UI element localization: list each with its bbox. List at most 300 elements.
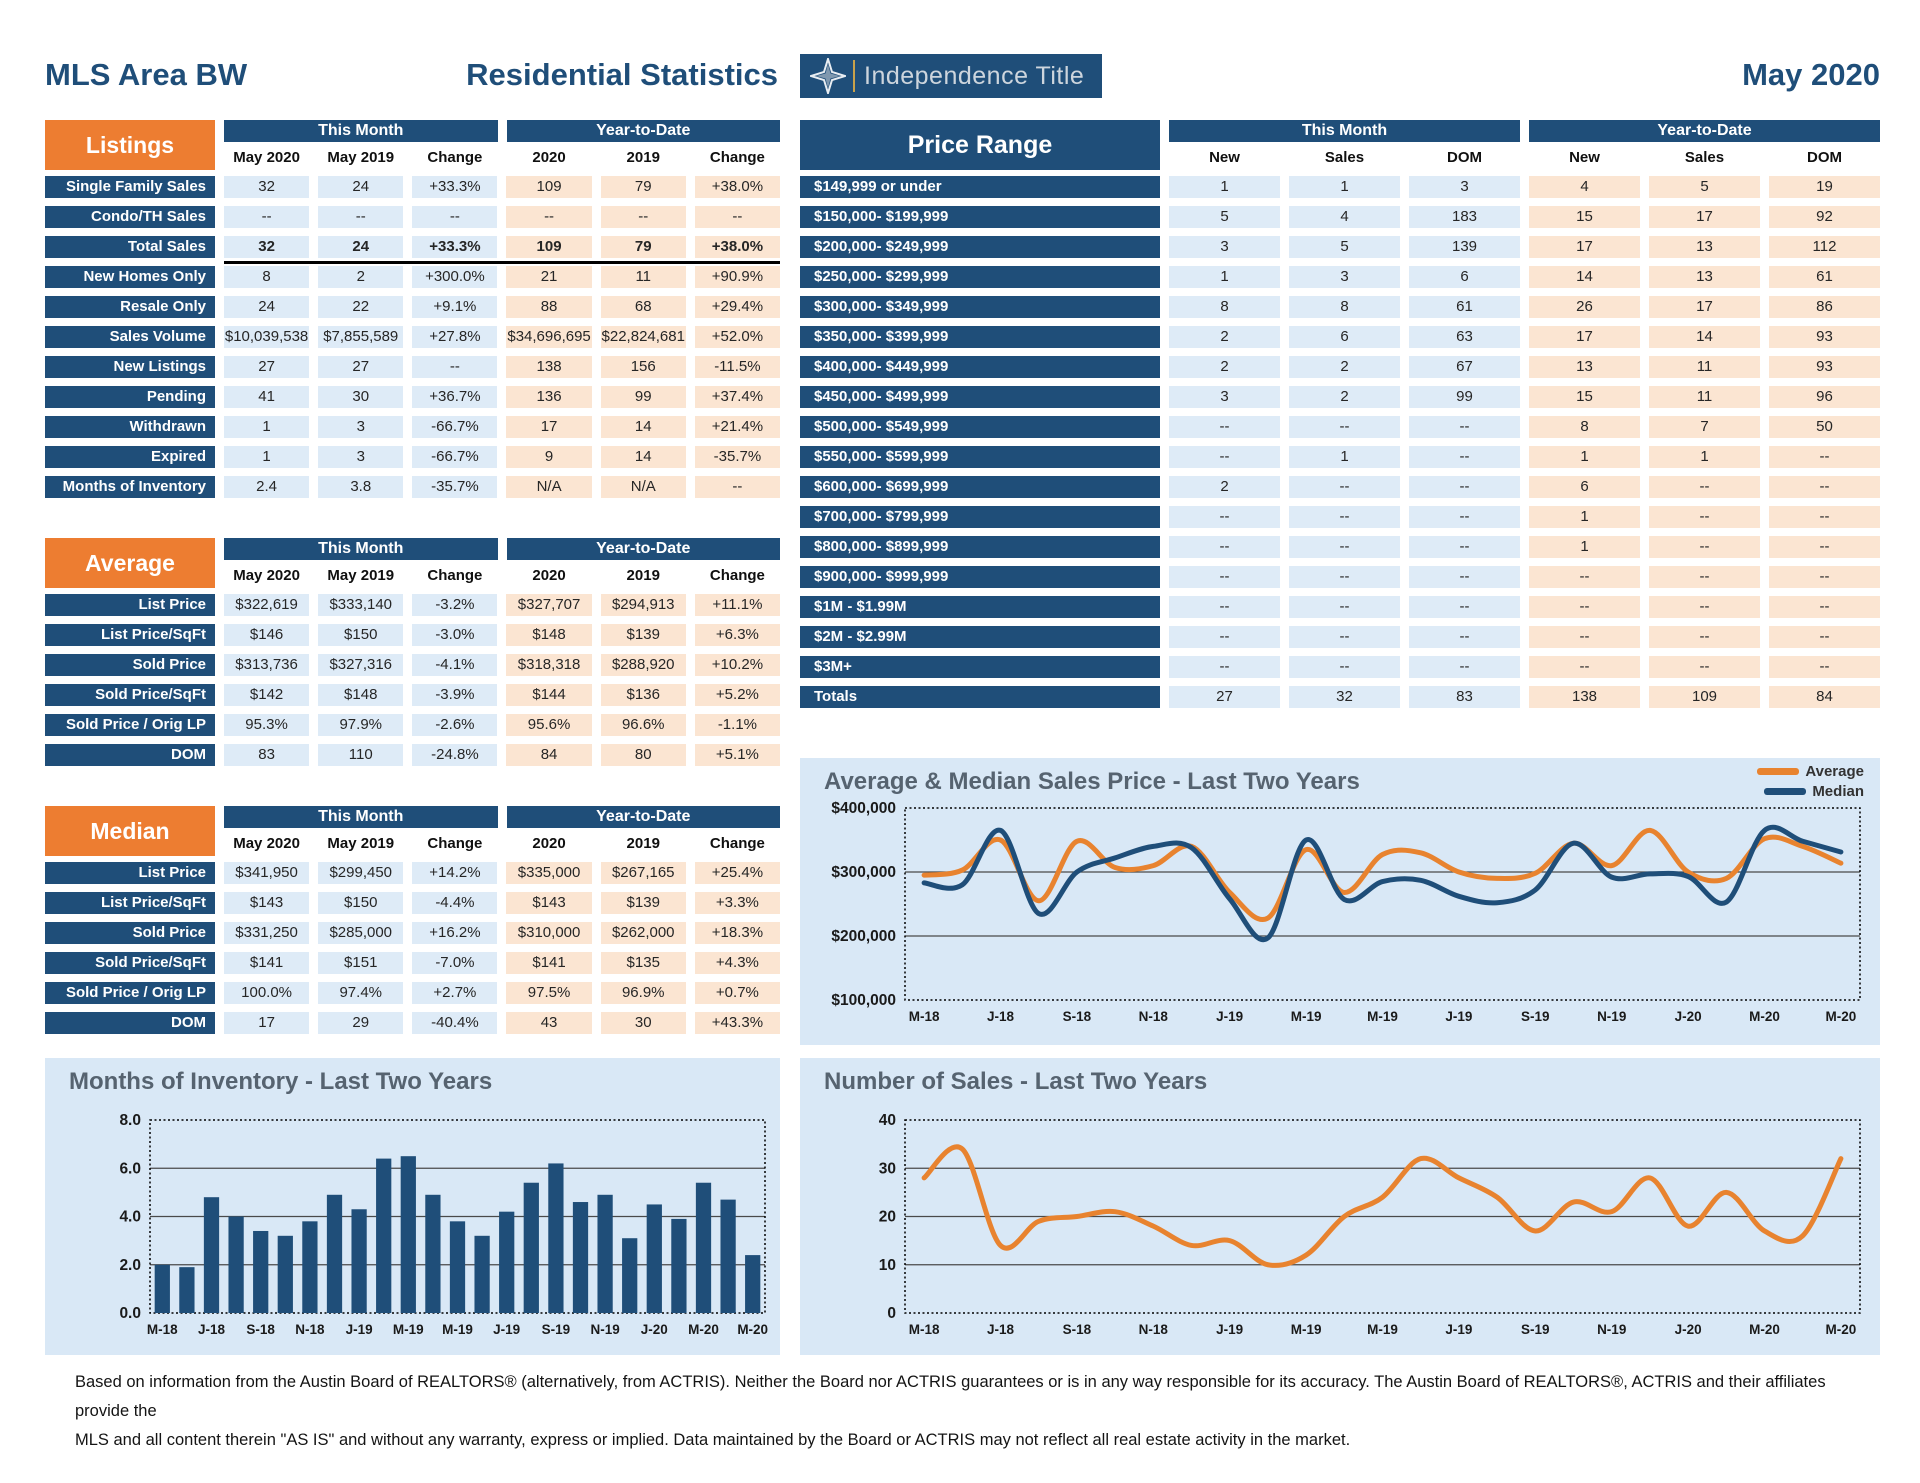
- disclaimer-line2: MLS and all content therein "AS IS" and without any warranty, express or implied. Data maintained by the Board or ACTRIS may not reflect all real estate activity in the market.: [75, 1431, 1351, 1449]
- cell: 17: [1649, 206, 1760, 228]
- cell: +38.0%: [695, 176, 780, 198]
- cell: 7: [1649, 416, 1760, 438]
- svg-text:M-19: M-19: [1367, 1009, 1398, 1024]
- cell: -66.7%: [412, 416, 497, 438]
- cell: N/A: [506, 476, 591, 498]
- cell: +33.3%: [412, 236, 497, 258]
- svg-text:$100,000: $100,000: [831, 992, 896, 1009]
- cell: 2: [1169, 356, 1280, 378]
- cell: 13: [1649, 266, 1760, 288]
- cell: 17: [506, 416, 591, 438]
- svg-text:J-20: J-20: [1674, 1322, 1702, 1337]
- cell: 26: [1529, 296, 1640, 318]
- cell: 2: [1169, 326, 1280, 348]
- disclaimer: [75, 1368, 1865, 1455]
- column-label: Change: [427, 835, 483, 852]
- cell: 68: [601, 296, 686, 318]
- column-label: 2020: [532, 149, 566, 166]
- independence-title-logo: [800, 54, 1102, 98]
- logo-text: Independence Title: [864, 61, 1085, 90]
- cell: 1: [1529, 506, 1640, 528]
- cell: 2.4: [224, 476, 309, 498]
- cell: 1: [1289, 446, 1400, 468]
- cell: 84: [1769, 686, 1880, 708]
- listings-section-label: Listings: [45, 120, 215, 170]
- column-group-label: This Month: [224, 806, 498, 828]
- column-label: May 2019: [327, 835, 395, 852]
- cell: -40.4%: [412, 1012, 497, 1034]
- cell: +52.0%: [695, 326, 780, 348]
- cell: 24: [318, 236, 403, 258]
- cell: $141: [506, 952, 591, 974]
- cell: $322,619: [224, 594, 309, 616]
- svg-text:J-19: J-19: [1445, 1322, 1473, 1337]
- table-row: [45, 206, 780, 228]
- table-row: [45, 714, 780, 736]
- svg-text:2.0: 2.0: [119, 1256, 141, 1274]
- cell: 110: [318, 744, 403, 766]
- cell: 30: [318, 386, 403, 408]
- row-label: $600,000- $699,999: [800, 476, 1160, 498]
- cell: $148: [318, 684, 403, 706]
- cell: 17: [224, 1012, 309, 1034]
- cell: 15: [1529, 206, 1640, 228]
- svg-text:S-18: S-18: [1062, 1009, 1092, 1024]
- legend-item: [1757, 783, 1864, 800]
- column-label: Change: [427, 567, 483, 584]
- cell: $139: [601, 892, 686, 914]
- row-label: $149,999 or under: [800, 176, 1160, 198]
- cell: --: [1169, 626, 1280, 648]
- table-row: [800, 326, 1880, 348]
- cell: 61: [1409, 296, 1520, 318]
- cell: --: [1769, 536, 1880, 558]
- cell: +90.9%: [695, 266, 780, 288]
- cell: --: [1649, 536, 1760, 558]
- svg-text:M-20: M-20: [1749, 1009, 1780, 1024]
- cell: 95.3%: [224, 714, 309, 736]
- cell: 11: [1649, 356, 1760, 378]
- legend-label: Median: [1812, 783, 1864, 800]
- row-label: New Homes Only: [45, 266, 215, 288]
- cell: 3: [1409, 176, 1520, 198]
- cell: 1: [1169, 266, 1280, 288]
- table-row: [800, 176, 1880, 198]
- cell: +2.7%: [412, 982, 497, 1004]
- cell: -3.2%: [412, 594, 497, 616]
- cell: 2: [1289, 386, 1400, 408]
- row-label: Sales Volume: [45, 326, 215, 348]
- cell: $288,920: [601, 654, 686, 676]
- row-label: $2M - $2.99M: [800, 626, 1160, 648]
- table-row: [45, 176, 780, 198]
- cell: 15: [1529, 386, 1640, 408]
- cell: +4.3%: [695, 952, 780, 974]
- cell: -35.7%: [412, 476, 497, 498]
- cell: 96: [1769, 386, 1880, 408]
- column-label: Change: [709, 835, 765, 852]
- cell: +21.4%: [695, 416, 780, 438]
- cell: 79: [601, 176, 686, 198]
- cell: --: [1409, 626, 1520, 648]
- cell: --: [412, 206, 497, 228]
- column-label: 2019: [626, 835, 660, 852]
- row-label: $450,000- $499,999: [800, 386, 1160, 408]
- cell: +38.0%: [695, 236, 780, 258]
- cell: 2: [1169, 476, 1280, 498]
- cell: $331,250: [224, 922, 309, 944]
- svg-text:M-19: M-19: [1290, 1322, 1322, 1337]
- column-label: Sales: [1324, 149, 1365, 166]
- cell: 100.0%: [224, 982, 309, 1004]
- cell: --: [1289, 506, 1400, 528]
- column-label: DOM: [1447, 149, 1482, 166]
- cell: $150: [318, 892, 403, 914]
- svg-text:0.0: 0.0: [119, 1305, 141, 1322]
- row-label: List Price/SqFt: [45, 892, 215, 914]
- cell: 41: [224, 386, 309, 408]
- cell: +18.3%: [695, 922, 780, 944]
- column-group-label: Year-to-Date: [507, 538, 781, 560]
- row-label: $150,000- $199,999: [800, 206, 1160, 228]
- cell: --: [1169, 416, 1280, 438]
- sales-chart: [800, 1058, 1880, 1355]
- row-label: $700,000- $799,999: [800, 506, 1160, 528]
- cell: 3: [1169, 236, 1280, 258]
- cell: -24.8%: [412, 744, 497, 766]
- row-label: $3M+: [800, 656, 1160, 678]
- avg-median-chart-legend: [1757, 763, 1864, 803]
- row-label: $500,000- $549,999: [800, 416, 1160, 438]
- cell: --: [1409, 416, 1520, 438]
- cell: 19: [1769, 176, 1880, 198]
- column-label: 2020: [532, 835, 566, 852]
- cell: 183: [1409, 206, 1520, 228]
- cell: 8: [224, 266, 309, 288]
- cell: 139: [1409, 236, 1520, 258]
- cell: 88: [506, 296, 591, 318]
- table-row: [45, 594, 780, 616]
- table-row: [800, 476, 1880, 498]
- cell: -11.5%: [695, 356, 780, 378]
- cell: 97.5%: [506, 982, 591, 1004]
- svg-text:J-19: J-19: [1216, 1322, 1244, 1337]
- column-label: Sales: [1684, 149, 1725, 166]
- table-row: [45, 654, 780, 676]
- row-label: $200,000- $249,999: [800, 236, 1160, 258]
- svg-text:8.0: 8.0: [119, 1112, 141, 1129]
- svg-text:S-19: S-19: [1521, 1009, 1550, 1024]
- svg-text:J-20: J-20: [640, 1322, 668, 1337]
- cell: 8: [1289, 296, 1400, 318]
- svg-text:0: 0: [887, 1305, 896, 1322]
- svg-text:M-18: M-18: [908, 1009, 940, 1024]
- cell: 14: [1649, 326, 1760, 348]
- table-row: [45, 624, 780, 646]
- row-label: List Price: [45, 594, 215, 616]
- cell: 84: [506, 744, 591, 766]
- svg-text:M-19: M-19: [1367, 1322, 1398, 1337]
- svg-text:J-18: J-18: [986, 1322, 1015, 1337]
- cell: --: [695, 476, 780, 498]
- column-group-label: Year-to-Date: [507, 806, 781, 828]
- cell: 67: [1409, 356, 1520, 378]
- table-row: [800, 356, 1880, 378]
- column-group-label: Year-to-Date: [1529, 120, 1880, 142]
- row-label: Sold Price: [45, 922, 215, 944]
- table-row: [800, 686, 1880, 708]
- cell: $327,316: [318, 654, 403, 676]
- cell: --: [1169, 656, 1280, 678]
- cell: --: [1529, 656, 1640, 678]
- table-row: [45, 862, 780, 884]
- cell: 14: [601, 416, 686, 438]
- cell: $34,696,695: [506, 326, 591, 348]
- cell: -3.9%: [412, 684, 497, 706]
- column-label: DOM: [1807, 149, 1842, 166]
- cell: 21: [506, 266, 591, 288]
- cell: --: [1529, 626, 1640, 648]
- svg-text:10: 10: [878, 1256, 896, 1274]
- row-label: Single Family Sales: [45, 176, 215, 198]
- svg-text:J-18: J-18: [986, 1009, 1015, 1024]
- cell: +10.2%: [695, 654, 780, 676]
- svg-text:4.0: 4.0: [119, 1208, 141, 1226]
- cell: 11: [601, 266, 686, 288]
- cell: +16.2%: [412, 922, 497, 944]
- svg-text:N-18: N-18: [295, 1322, 325, 1337]
- row-label: Pending: [45, 386, 215, 408]
- cell: $310,000: [506, 922, 591, 944]
- cell: $299,450: [318, 862, 403, 884]
- column-label: May 2020: [233, 567, 300, 584]
- cell: 1: [224, 446, 309, 468]
- svg-text:N-19: N-19: [1597, 1322, 1627, 1337]
- cell: 6: [1409, 266, 1520, 288]
- disclaimer-line1: Based on information from the Austin Board of REALTORS® (alternatively, from ACTRIS). Neither the Board nor ACTRIS guarantees or is in any way responsible for its accuracy. The Austin Board of REALTORS®, ACTRIS and their affiliates provide the: [75, 1373, 1826, 1420]
- cell: 5: [1289, 236, 1400, 258]
- column-label: Change: [709, 149, 765, 166]
- cell: +43.3%: [695, 1012, 780, 1034]
- cell: 3: [318, 416, 403, 438]
- table-row: [800, 626, 1880, 648]
- table-row: [45, 386, 780, 408]
- svg-text:J-19: J-19: [1216, 1009, 1244, 1024]
- row-label: $800,000- $899,999: [800, 536, 1160, 558]
- cell: --: [1289, 566, 1400, 588]
- column-label: May 2019: [327, 149, 395, 166]
- cell: --: [1289, 596, 1400, 618]
- svg-text:S-19: S-19: [541, 1322, 571, 1337]
- cell: 8: [1529, 416, 1640, 438]
- cell: 3: [1169, 386, 1280, 408]
- cell: --: [1289, 656, 1400, 678]
- column-group-label: Year-to-Date: [507, 120, 781, 142]
- cell: --: [1289, 626, 1400, 648]
- cell: $151: [318, 952, 403, 974]
- table-row: [45, 952, 780, 974]
- row-label: Sold Price / Orig LP: [45, 714, 215, 736]
- cell: 27: [224, 356, 309, 378]
- cell: --: [1289, 416, 1400, 438]
- cell: 1: [1649, 446, 1760, 468]
- row-label: $350,000- $399,999: [800, 326, 1160, 348]
- cell: 109: [506, 236, 591, 258]
- cell: 138: [506, 356, 591, 378]
- cell: $285,000: [318, 922, 403, 944]
- cell: $341,950: [224, 862, 309, 884]
- svg-text:J-18: J-18: [197, 1322, 226, 1337]
- cell: $7,855,589: [318, 326, 403, 348]
- row-label: Withdrawn: [45, 416, 215, 438]
- cell: +25.4%: [695, 862, 780, 884]
- column-label: Change: [427, 149, 483, 166]
- svg-text:M-19: M-19: [1290, 1009, 1322, 1024]
- cell: $313,736: [224, 654, 309, 676]
- svg-text:M-20: M-20: [1825, 1009, 1857, 1024]
- cell: +5.2%: [695, 684, 780, 706]
- cell: 109: [1649, 686, 1760, 708]
- cell: 83: [1409, 686, 1520, 708]
- cell: N/A: [601, 476, 686, 498]
- listings-table: [45, 120, 780, 506]
- table-row: [800, 236, 1880, 258]
- cell: $143: [224, 892, 309, 914]
- cell: $150: [318, 624, 403, 646]
- cell: 29: [318, 1012, 403, 1034]
- svg-text:J-19: J-19: [1445, 1009, 1473, 1024]
- cell: -1.1%: [695, 714, 780, 736]
- svg-text:M-20: M-20: [1749, 1322, 1780, 1337]
- cell: 93: [1769, 326, 1880, 348]
- cell: --: [1409, 506, 1520, 528]
- price-range-table: [800, 120, 1880, 716]
- cell: 5: [1649, 176, 1760, 198]
- column-label: 2019: [626, 567, 660, 584]
- cell: $148: [506, 624, 591, 646]
- cell: --: [1649, 566, 1760, 588]
- cell: 14: [1529, 266, 1640, 288]
- cell: +5.1%: [695, 744, 780, 766]
- cell: 1: [1289, 176, 1400, 198]
- cell: 9: [506, 446, 591, 468]
- cell: $262,000: [601, 922, 686, 944]
- cell: 136: [506, 386, 591, 408]
- cell: $146: [224, 624, 309, 646]
- cell: --: [1649, 476, 1760, 498]
- table-row: [45, 266, 780, 288]
- cell: 24: [224, 296, 309, 318]
- cell: -2.6%: [412, 714, 497, 736]
- svg-text:J-19: J-19: [345, 1322, 373, 1337]
- sales-chart-panel: [800, 1058, 1880, 1355]
- cell: 83: [224, 744, 309, 766]
- svg-text:40: 40: [878, 1112, 896, 1129]
- cell: --: [1769, 506, 1880, 528]
- row-label: Total Sales: [45, 236, 215, 258]
- cell: --: [1649, 626, 1760, 648]
- svg-text:N-19: N-19: [1597, 1009, 1627, 1024]
- svg-text:$200,000: $200,000: [831, 928, 896, 945]
- svg-text:6.0: 6.0: [119, 1160, 141, 1178]
- table-row: [800, 206, 1880, 228]
- inventory-chart: [45, 1058, 780, 1355]
- cell: +27.8%: [412, 326, 497, 348]
- row-label: Resale Only: [45, 296, 215, 318]
- row-label: Totals: [800, 686, 1160, 708]
- cell: --: [1409, 536, 1520, 558]
- avg-median-chart-title: Average & Median Sales Price - Last Two Years: [824, 768, 1360, 795]
- cell: 22: [318, 296, 403, 318]
- cell: --: [1289, 536, 1400, 558]
- cell: $144: [506, 684, 591, 706]
- row-label: $300,000- $349,999: [800, 296, 1160, 318]
- cell: 32: [1289, 686, 1400, 708]
- row-label: Condo/TH Sales: [45, 206, 215, 228]
- column-group-label: This Month: [1169, 120, 1520, 142]
- cell: +3.3%: [695, 892, 780, 914]
- column-label: New: [1569, 149, 1600, 166]
- average-table: [45, 538, 780, 774]
- row-label: Months of Inventory: [45, 476, 215, 498]
- cell: --: [412, 356, 497, 378]
- table-row: [800, 536, 1880, 558]
- row-label: $900,000- $999,999: [800, 566, 1160, 588]
- cell: 1: [224, 416, 309, 438]
- svg-text:30: 30: [878, 1160, 896, 1178]
- svg-text:M-19: M-19: [442, 1322, 473, 1337]
- cell: 2: [1289, 356, 1400, 378]
- svg-text:20: 20: [878, 1208, 896, 1226]
- row-label: Sold Price/SqFt: [45, 684, 215, 706]
- cell: 17: [1529, 236, 1640, 258]
- svg-text:M-18: M-18: [908, 1322, 940, 1337]
- cell: +0.7%: [695, 982, 780, 1004]
- table-row: [45, 416, 780, 438]
- cell: +9.1%: [412, 296, 497, 318]
- cell: 96.6%: [601, 714, 686, 736]
- inventory-chart-panel: [45, 1058, 780, 1355]
- cell: --: [1649, 506, 1760, 528]
- cell: 112: [1769, 236, 1880, 258]
- cell: $327,707: [506, 594, 591, 616]
- cell: 2: [318, 266, 403, 288]
- cell: 4: [1529, 176, 1640, 198]
- cell: 80: [601, 744, 686, 766]
- cell: 17: [1529, 326, 1640, 348]
- cell: $318,318: [506, 654, 591, 676]
- table-row: [45, 982, 780, 1004]
- cell: 4: [1289, 206, 1400, 228]
- table-row: [800, 266, 1880, 288]
- row-label: $250,000- $299,999: [800, 266, 1160, 288]
- avg-median-price-chart-panel: [800, 758, 1880, 1045]
- table-row: [800, 566, 1880, 588]
- column-label: 2019: [626, 149, 660, 166]
- row-label: $1M - $1.99M: [800, 596, 1160, 618]
- table-row: [800, 386, 1880, 408]
- report-title: Residential Statistics: [466, 57, 778, 92]
- cell: --: [1409, 656, 1520, 678]
- cell: +11.1%: [695, 594, 780, 616]
- svg-text:N-19: N-19: [590, 1322, 620, 1337]
- cell: --: [1409, 476, 1520, 498]
- cell: 32: [224, 236, 309, 258]
- legend-swatch-median: [1764, 788, 1806, 795]
- svg-text:J-19: J-19: [493, 1322, 521, 1337]
- svg-text:$400,000: $400,000: [831, 800, 896, 817]
- cell: 1: [1529, 536, 1640, 558]
